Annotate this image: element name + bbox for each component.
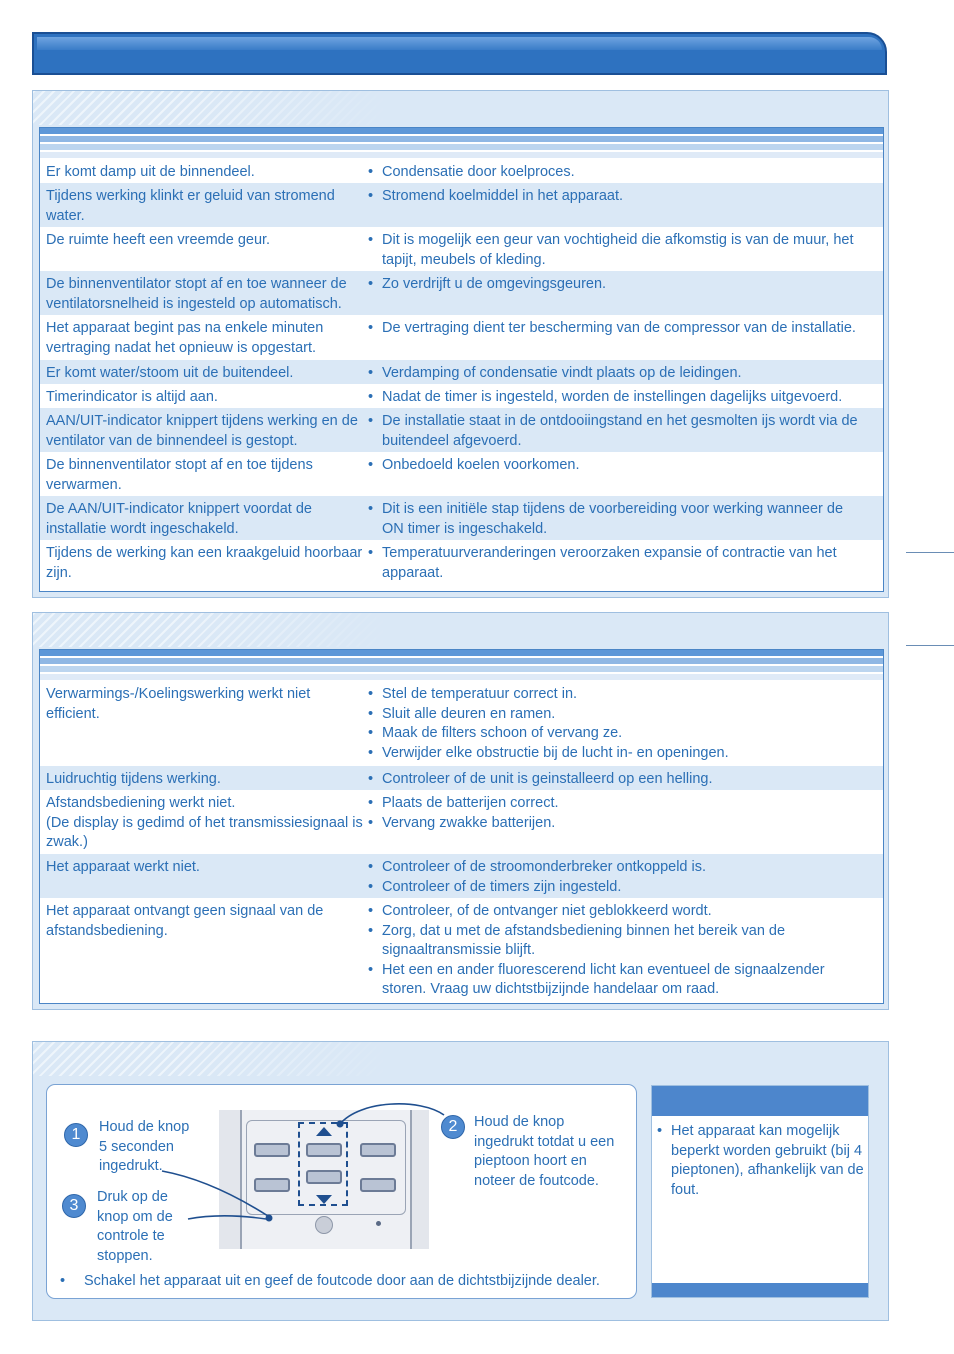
cause-bullet: • Sluit alle deuren en ramen.	[368, 705, 868, 725]
cause-bullet: • Maak de filters schoon of vervang ze.	[368, 724, 868, 744]
cause-bullet: • Dit is een initiële stap tijdens de voorbereiding voor werking wanneer de ON timer is ingeschakeld.	[368, 500, 868, 539]
cause-bullet: • Dit is mogelijk een geur van vochtigheid die afkomstig is van de muur, het tapijt, meubels of kleding.	[368, 231, 868, 270]
issue-cell: Het apparaat ontvangt geen signaal van de afstandsbediening.	[46, 903, 324, 939]
cause-bullet: • Vervang zwakke batterijen.	[368, 814, 868, 834]
cause-bullet: • Stromend koelmiddel in het apparaat.	[368, 187, 868, 207]
issue-cell: De AAN/UIT-indicator knippert voordat de installatie wordt ingeschakeld.	[46, 501, 312, 537]
issue-cell: Er komt water/stoom uit de buitendeel.	[46, 365, 294, 381]
note-box-header	[652, 1086, 868, 1116]
issue-cell: Luidruchtig tijdens werking.	[46, 771, 221, 787]
note-box-footer	[652, 1283, 868, 1297]
cause-bullet: • Controleer of de stroomonderbreker ontkoppeld is.	[368, 858, 868, 878]
cause-bullet: • Temperatuurveranderingen veroorzaken expansie of contractie van het apparaat.	[368, 544, 868, 583]
issue-cell: Verwarmings-/Koelingswerking werkt niet efficient.	[46, 686, 311, 722]
issue-cell: De binnenventilator stopt af en toe wanneer de ventilatorsnelheid is ingesteld op automatisch.	[46, 276, 347, 312]
step-3-text: Druk op de knop om de controle te stoppen.	[97, 1189, 173, 1264]
cause-bullet: • Verdamping of condensatie vindt plaats op de leidingen.	[368, 364, 868, 384]
issue-cell: Afstandsbediening werkt niet. (De display is gedimd of het transmissiesignaal is zwak.)	[46, 795, 363, 850]
cause-bullet: • Het een en ander fluorescerend licht kan eventueel de signaalzender storen. Vraag uw dichtstbijzijnde handelaar om raad.	[368, 961, 868, 1000]
issue-cell: Het apparaat werkt niet.	[46, 859, 200, 875]
issue-cell: De ruimte heeft een vreemde geur.	[46, 232, 271, 248]
step-1-number-icon: 1	[64, 1123, 88, 1147]
step-2-text: Houd de knop ingedrukt totdat u een pieptoon hoort en noteer de foutcode.	[474, 1114, 615, 1189]
bottom-note-text: Schakel het apparaat uit en geef de foutcode door aan de dichtstbijzijnde dealer.	[84, 1273, 600, 1289]
cause-bullet: • Zorg, dat u met de afstandsbediening binnen het bereik van de signaaltransmissie blijft.	[368, 922, 868, 961]
cause-bullet: • Controleer of de timers zijn ingesteld.	[368, 878, 868, 898]
cause-bullet: • Plaats de batterijen correct.	[368, 794, 868, 814]
step-3-number-icon: 3	[62, 1194, 86, 1218]
issue-cell: AAN/UIT-indicator knippert tijdens werking en de ventilator van de binnendeel is gestopt.	[46, 413, 358, 449]
cause-bullet: • Zo verdrijft u de omgevingsgeuren.	[368, 275, 868, 295]
cause-bullet: • Controleer of de unit is geinstalleerd op een helling.	[368, 770, 868, 790]
note-box-text: • Het apparaat kan mogelijk beperkt worden gebruikt (bij 4 pieptonen), afhankelijk van de fout.	[657, 1122, 875, 1200]
issue-cell: Tijdens werking klinkt er geluid van stromend water.	[46, 188, 335, 224]
cause-bullet: • De vertraging dient ter bescherming van de compressor van de installatie.	[368, 319, 868, 339]
cause-bullet: • Nadat de timer is ingesteld, worden de instellingen dagelijks uitgevoerd.	[368, 388, 868, 408]
cause-bullet: • Stel de temperatuur correct in.	[368, 685, 868, 705]
cause-bullet: • Onbedoeld koelen voorkomen.	[368, 456, 868, 476]
issue-cell: De binnenventilator stopt af en toe tijdens verwarmen.	[46, 457, 313, 493]
issue-cell: Het apparaat begint pas na enkele minuten vertraging nadat het opnieuw is opgestart.	[46, 320, 324, 356]
issue-cell: Tijdens de werking kan een kraakgeluid hoorbaar zijn.	[46, 545, 363, 581]
issue-cell: Timerindicator is altijd aan.	[46, 389, 218, 405]
cause-bullet: • Condensatie door koelproces.	[368, 163, 868, 183]
issue-cell: Er komt damp uit de binnendeel.	[46, 164, 255, 180]
cause-bullet: • De installatie staat in de ontdooiingstand en het gesmolten ijs wordt via de buitendeel afgevoerd.	[368, 412, 868, 451]
step-1-text: Houd de knop 5 seconden ingedrukt.	[99, 1119, 190, 1174]
step-2-number-icon: 2	[441, 1115, 465, 1139]
note-box	[651, 1085, 869, 1298]
cause-bullet: • Controleer, of de ontvanger niet geblokkeerd wordt.	[368, 902, 868, 922]
cause-bullet: • Verwijder elke obstructie bij de lucht in- en openingen.	[368, 744, 868, 764]
